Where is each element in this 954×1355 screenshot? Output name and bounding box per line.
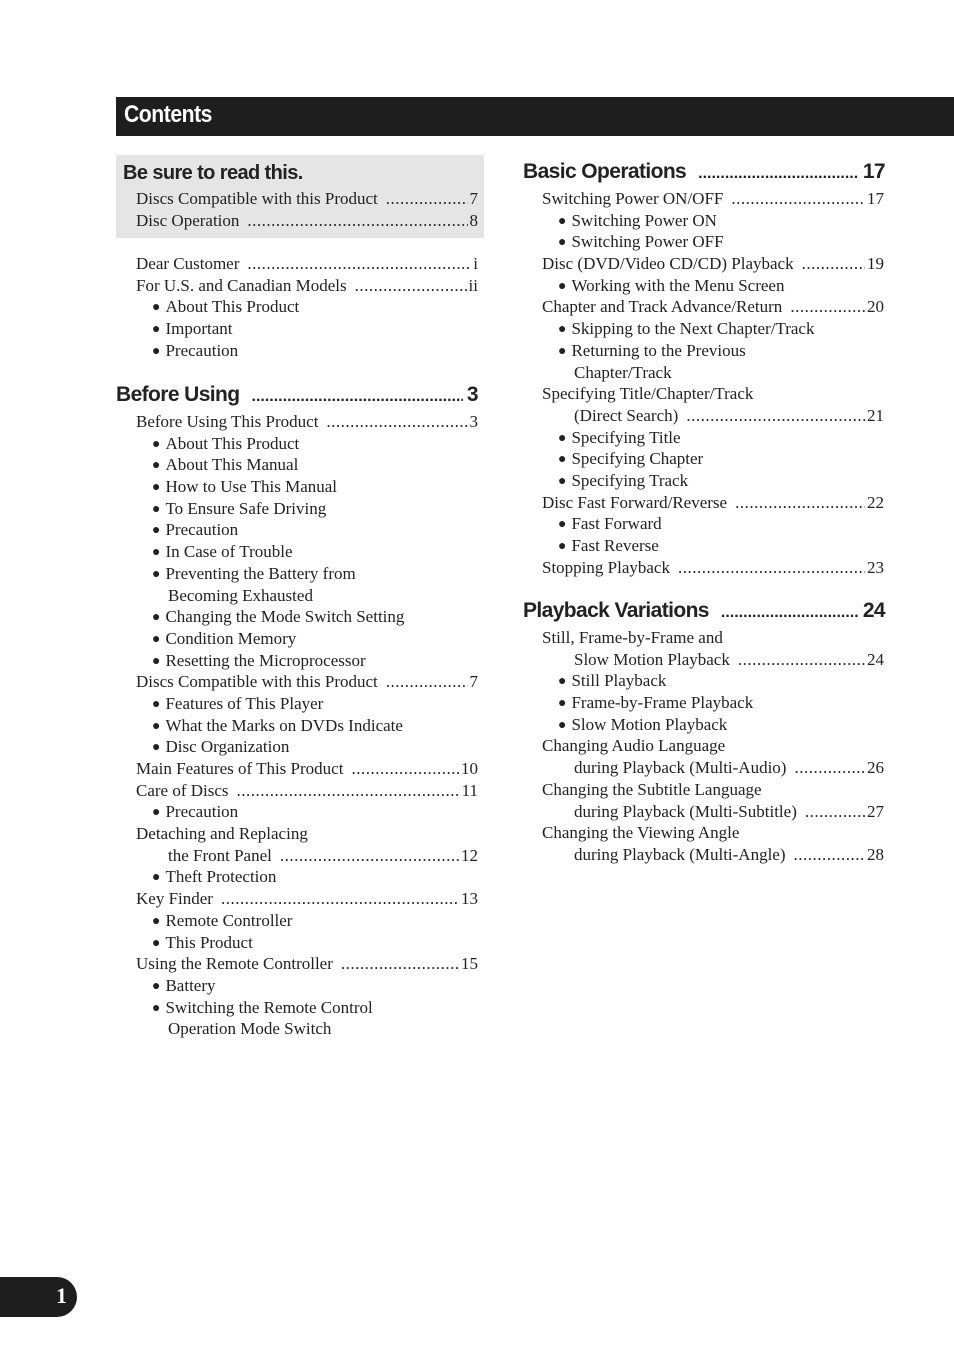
read-box-items (136, 188, 478, 231)
entry-text: ● Precaution (165, 802, 239, 822)
entry-text: ● Condition Memory (165, 628, 297, 648)
entry-text: ● How to Use This Manual (165, 477, 338, 497)
entry-page: 28 (867, 844, 884, 864)
entry-text: ● About This Product (165, 433, 300, 453)
leader-dots (678, 557, 865, 579)
entry-text: ● Theft Protection (165, 867, 277, 887)
entry-text: during Playback (Multi-Angle) (574, 844, 786, 864)
toc-sub-entry[interactable] (136, 476, 478, 498)
section-title: Before Using (116, 383, 240, 406)
entry-text: ● Changing the Mode Switch Setting (165, 607, 405, 627)
leader-dots (237, 780, 460, 802)
entry-text: ● What the Marks on DVDs Indicate (165, 715, 403, 735)
entry-page: 19 (867, 254, 884, 274)
toc-entry[interactable] (136, 888, 478, 910)
entry-text: ● In Case of Trouble (165, 542, 293, 562)
toc-sub-entry-continued[interactable] (542, 362, 884, 384)
entry-text: Disc Fast Forward/Reverse (542, 492, 728, 512)
leader-dots (351, 758, 459, 780)
entry-page: 23 (867, 557, 884, 577)
toc-entry[interactable] (136, 253, 478, 275)
toc-entry[interactable] (542, 757, 884, 779)
leader-dots (731, 188, 865, 210)
entry-page: ii (468, 275, 478, 295)
leader-dots (802, 253, 865, 275)
toc-sub-entry[interactable] (542, 714, 884, 736)
entry-text: ● Returning to the Previous (571, 340, 746, 360)
toc-sub-entry[interactable] (136, 910, 478, 932)
basic-operations-list (542, 188, 884, 578)
entry-text: ● Skipping to the Next Chapter/Track (571, 319, 815, 339)
toc-sub-entry[interactable] (136, 801, 478, 823)
entry-text: ● Precaution (165, 340, 239, 360)
leader-dots (794, 844, 865, 866)
entry-text: Chapter/Track (574, 362, 672, 382)
entry-text: Main Features of This Product (136, 759, 344, 778)
read-box-title (123, 160, 478, 186)
section-heading-playback-variations[interactable] (523, 598, 885, 624)
entry-text: ● Specifying Title (571, 427, 681, 447)
toc-entry[interactable] (542, 822, 884, 844)
leader-dots (326, 411, 467, 433)
toc-entry[interactable] (136, 953, 478, 975)
entry-text: ● Features of This Player (165, 693, 324, 713)
entry-text: Switching Power ON/OFF (542, 189, 724, 208)
toc-sub-entry[interactable] (542, 670, 884, 692)
toc-sub-entry-continued[interactable] (136, 1018, 478, 1040)
entry-page: 8 (469, 210, 478, 230)
leader-dots (805, 801, 865, 823)
read-box-content (123, 160, 478, 186)
entry-text: Detaching and Replacing (136, 824, 308, 844)
entry-text: ● Specifying Chapter (571, 449, 704, 469)
leader-dots (686, 405, 865, 427)
entry-text: ● Disc Organization (165, 737, 290, 757)
leader-dots (698, 161, 859, 187)
toc-sub-entry[interactable] (136, 433, 478, 455)
entry-text: Operation Mode Switch (168, 1019, 332, 1039)
toc-sub-entry[interactable] (136, 541, 478, 563)
entry-text: For U.S. and Canadian Models (136, 275, 347, 295)
entry-text: ● About This Manual (165, 455, 299, 475)
toc-entry[interactable] (542, 492, 884, 514)
intro-list (136, 253, 478, 361)
toc-sub-entry[interactable] (542, 513, 884, 535)
entry-text: ● Remote Controller (165, 910, 293, 930)
toc-sub-entry[interactable] (136, 932, 478, 954)
toc-entry[interactable] (542, 557, 884, 579)
section-page: 17 (862, 160, 885, 183)
entry-text: Chapter and Track Advance/Return (542, 297, 783, 317)
section-before-using (116, 382, 478, 408)
toc-entry[interactable] (542, 844, 884, 866)
toc-sub-entry[interactable] (542, 318, 884, 340)
leader-dots (721, 600, 859, 626)
page-title: Contents (124, 101, 212, 128)
toc-sub-entry[interactable] (136, 997, 478, 1019)
entry-text: Slow Motion Playback (574, 649, 730, 669)
toc-sub-entry[interactable] (136, 736, 478, 758)
toc-sub-entry[interactable] (136, 693, 478, 715)
entry-text: ● Frame-by-Frame Playback (571, 693, 754, 713)
leader-dots (280, 845, 459, 867)
toc-sub-entry[interactable] (542, 340, 884, 362)
toc-sub-entry[interactable] (136, 628, 478, 650)
toc-sub-entry[interactable] (136, 340, 478, 362)
entry-text: Discs Compatible with this Product (136, 189, 378, 208)
entry-page: 17 (867, 189, 884, 208)
entry-text: ● This Product (165, 932, 253, 952)
entry-text: ● Slow Motion Playback (571, 714, 728, 734)
section-basic-operations (523, 159, 885, 185)
entry-text: ● Precaution (165, 520, 239, 540)
section-title: Basic Operations (523, 160, 687, 183)
entry-text: Specifying Title/Chapter/Track (542, 384, 754, 404)
toc-entry[interactable] (542, 188, 884, 210)
toc-sub-entry[interactable] (542, 275, 884, 297)
entry-page: 20 (867, 297, 884, 317)
entry-page: 12 (461, 845, 478, 865)
toc-sub-entry-continued[interactable] (136, 585, 478, 607)
toc-entry[interactable] (542, 649, 884, 671)
entry-page: 26 (867, 758, 884, 778)
entry-page: i (473, 254, 478, 273)
leader-dots (341, 953, 459, 975)
toc-sub-entry[interactable] (542, 535, 884, 557)
entry-text: ● Still Playback (571, 671, 667, 691)
page-number-tab (0, 1277, 77, 1317)
toc-entry[interactable] (136, 671, 478, 693)
entry-page: 7 (469, 189, 478, 208)
toc-sub-entry[interactable] (136, 454, 478, 476)
playback-variations-list (542, 627, 884, 866)
entry-text: Care of Discs (136, 780, 229, 800)
toc-entry[interactable] (136, 845, 478, 867)
entry-page: 27 (867, 801, 884, 821)
entry-text: Disc Operation (136, 210, 240, 230)
toc-entry[interactable] (136, 758, 478, 780)
toc-entry[interactable] (136, 411, 478, 433)
entry-text: ● Switching the Remote Control (165, 997, 373, 1017)
entry-text: ● Switching Power ON (571, 210, 717, 230)
toc-sub-entry[interactable] (136, 296, 478, 318)
entry-text: Becoming Exhausted (168, 585, 313, 605)
contents-header-bar (116, 97, 954, 136)
entry-text: ● Battery (165, 975, 216, 995)
toc-entry[interactable] (136, 210, 478, 232)
entry-text: the Front Panel (168, 845, 272, 865)
entry-text: ● Important (165, 319, 233, 339)
leader-dots (790, 296, 865, 318)
entry-text: ● Switching Power OFF (571, 232, 724, 252)
leader-dots (247, 210, 467, 232)
section-title: Playback Variations (523, 599, 709, 622)
entry-page: 24 (867, 649, 884, 669)
toc-sub-entry[interactable] (542, 448, 884, 470)
section-heading-basic-operations[interactable] (523, 159, 885, 185)
toc-entry[interactable] (542, 296, 884, 318)
toc-entry[interactable] (542, 383, 884, 405)
entry-text: Disc (DVD/Video CD/CD) Playback (542, 254, 794, 274)
entry-page: 10 (461, 759, 478, 778)
entry-page: 13 (461, 889, 478, 909)
toc-sub-entry[interactable] (136, 498, 478, 520)
entry-text: ● Resetting the Microprocessor (165, 650, 366, 670)
entry-page: 7 (469, 672, 478, 692)
entry-text: Dear Customer (136, 254, 240, 273)
leader-dots (386, 671, 468, 693)
entry-page: 21 (867, 405, 884, 425)
read-box-title-text: Be sure to read this. (123, 162, 303, 184)
entry-page: 22 (867, 492, 884, 512)
entry-text: ● Fast Reverse (571, 536, 659, 555)
before-using-list (136, 411, 478, 1040)
entry-page: 11 (461, 780, 478, 800)
leader-dots (247, 253, 471, 275)
section-heading-before-using[interactable] (116, 382, 478, 408)
toc-sub-entry[interactable] (542, 427, 884, 449)
entry-text: ● To Ensure Safe Driving (165, 498, 327, 518)
entry-text: Changing the Subtitle Language (542, 779, 762, 799)
entry-page: 15 (461, 954, 478, 974)
entry-text: Changing the Viewing Angle (542, 823, 740, 843)
toc-sub-entry[interactable] (136, 606, 478, 628)
entry-text: Using the Remote Controller (136, 954, 333, 974)
toc-entry[interactable] (542, 801, 884, 823)
toc-entry[interactable] (542, 253, 884, 275)
toc-entry[interactable] (136, 275, 478, 297)
entry-text: ● Fast Forward (571, 514, 662, 534)
toc-entry[interactable] (542, 779, 884, 801)
leader-dots (355, 275, 467, 297)
toc-sub-entry[interactable] (542, 231, 884, 253)
toc-sub-entry[interactable] (136, 715, 478, 737)
section-playback-variations (523, 598, 885, 624)
toc-sub-entry[interactable] (542, 210, 884, 232)
entry-text: ● About This Product (165, 297, 300, 317)
entry-text: Still, Frame-by-Frame and (542, 628, 723, 647)
entry-text: during Playback (Multi-Subtitle) (574, 801, 797, 821)
toc-entry[interactable] (542, 627, 884, 649)
toc-sub-entry[interactable] (136, 975, 478, 997)
entry-page: 3 (469, 412, 478, 431)
page-number: 1 (56, 1283, 67, 1308)
section-page: 3 (466, 383, 478, 406)
entry-text: Changing Audio Language (542, 736, 726, 756)
toc-sub-entry[interactable] (542, 470, 884, 492)
toc-sub-entry[interactable] (136, 318, 478, 340)
toc-entry[interactable] (136, 780, 478, 802)
entry-text: Before Using This Product (136, 412, 319, 431)
section-page: 24 (862, 599, 885, 622)
toc-sub-entry[interactable] (136, 650, 478, 672)
toc-entry[interactable] (136, 188, 478, 210)
entry-text: during Playback (Multi-Audio) (574, 758, 787, 778)
toc-entry[interactable] (542, 405, 884, 427)
leader-dots (252, 384, 463, 410)
entry-text: Discs Compatible with this Product (136, 672, 378, 692)
toc-entry[interactable] (136, 823, 478, 845)
leader-dots (738, 649, 865, 671)
entry-text: (Direct Search) (574, 405, 679, 425)
entry-text: ● Working with the Menu Screen (571, 275, 785, 295)
leader-dots (221, 888, 459, 910)
toc-sub-entry[interactable] (136, 519, 478, 541)
entry-text: Key Finder (136, 889, 213, 909)
leader-dots (735, 492, 865, 514)
leader-dots (386, 188, 468, 210)
toc-sub-entry[interactable] (542, 692, 884, 714)
toc-sub-entry[interactable] (136, 866, 478, 888)
leader-dots (794, 757, 865, 779)
toc-sub-entry[interactable] (136, 563, 478, 585)
toc-entry[interactable] (542, 735, 884, 757)
entry-text: Stopping Playback (542, 557, 670, 577)
entry-text: ● Specifying Track (571, 470, 689, 490)
entry-text: ● Preventing the Battery from (165, 563, 356, 583)
